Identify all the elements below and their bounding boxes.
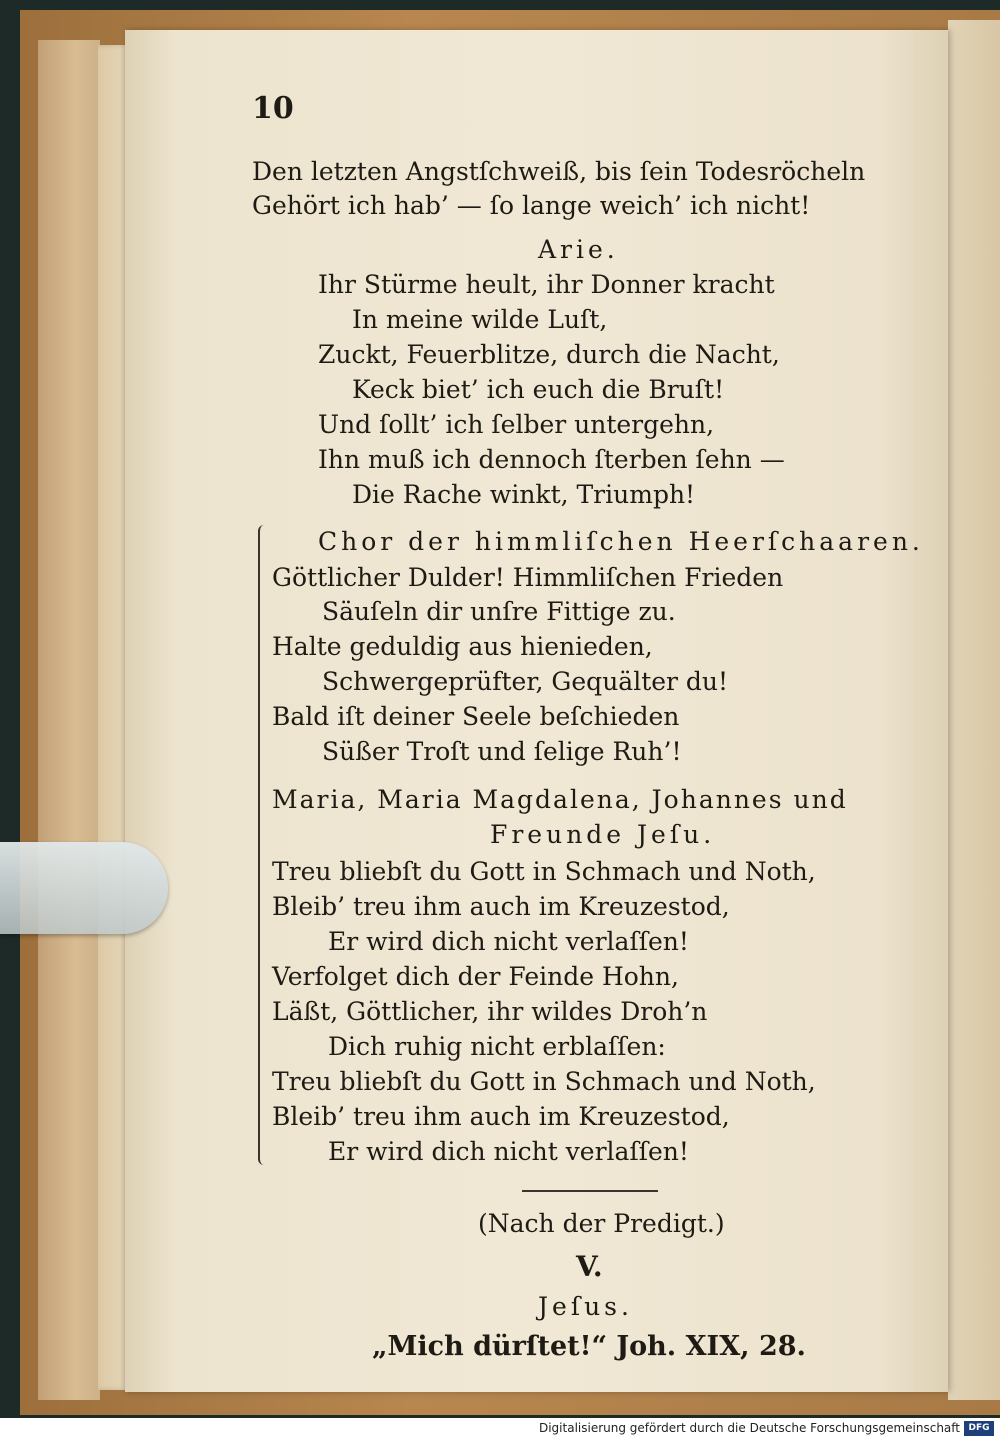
verse-line: Bald iſt deiner Seele beſchieden <box>272 702 680 731</box>
book-board-edge <box>38 40 100 1400</box>
text-line: Den letzten Angstſchweiß, bis ſein Todesröcheln <box>252 157 866 186</box>
section-heading: Chor der himmliſchen Heerſchaaren. <box>318 527 924 556</box>
page-clip <box>0 842 168 934</box>
verse-line: Treu bliebſt du Gott in Schmach und Noth, <box>272 857 816 886</box>
verse-line: Läßt, Göttlicher, ihr wildes Droh’n <box>272 997 708 1026</box>
speaker-heading: Jeſus. <box>538 1292 633 1321</box>
page-number: 10 <box>252 91 294 126</box>
verse-line: Säuſeln dir unſre Fittige zu. <box>322 597 676 626</box>
section-numeral: V. <box>576 1250 603 1283</box>
funding-notice: Digitalisierung gefördert durch die Deutsche Forschungsgemeinschaft <box>538 1421 960 1435</box>
verse-line: Er wird dich nicht verlaſſen! <box>328 927 689 956</box>
page-stack-edge <box>98 45 128 1390</box>
text-line: Gehört ich hab’ — ſo lange weich’ ich nicht! <box>252 191 811 220</box>
section-divider <box>522 1190 658 1192</box>
stage-direction: (Nach der Predigt.) <box>478 1209 725 1238</box>
verse-line: Treu bliebſt du Gott in Schmach und Noth, <box>272 1067 816 1096</box>
section-heading: Freunde Jeſu. <box>490 820 716 849</box>
verse-line: Verfolget dich der Feinde Hohn, <box>272 962 679 991</box>
verse-line: Ihr Stürme heult, ihr Donner kracht <box>318 270 775 299</box>
verse-line: Süßer Troſt und ſelige Ruh’! <box>322 737 682 766</box>
verse-line: Ihn muß ich dennoch ſterben ſehn — <box>318 445 785 474</box>
verse-line: Bleib’ treu ihm auch im Kreuzestod, <box>272 892 730 921</box>
verse-line: Göttlicher Dulder! Himmliſchen Frieden <box>272 563 784 592</box>
section-heading: Arie. <box>538 235 619 264</box>
verse-line: Bleib’ treu ihm auch im Kreuzestod, <box>272 1102 730 1131</box>
verse-line: Er wird dich nicht verlaſſen! <box>328 1137 689 1166</box>
verse-line: In meine wilde Luſt, <box>352 305 608 334</box>
margin-bracket <box>258 525 270 1165</box>
verse-line: Halte geduldig aus hienieden, <box>272 632 653 661</box>
scripture-quote: „Mich dürſtet!“ Joh. XIX, 28. <box>372 1331 806 1362</box>
section-heading: Maria, Maria Magdalena, Johannes und <box>272 785 848 814</box>
verse-line: Zuckt, Feuerblitze, durch die Nacht, <box>318 340 780 369</box>
verse-line: Schwergeprüfter, Gequälter du! <box>322 667 729 696</box>
verse-line: Keck biet’ ich euch die Bruſt! <box>352 375 725 404</box>
dfg-logo: DFG <box>964 1421 994 1436</box>
verse-line: Und ſollt’ ich ſelber untergehn, <box>318 410 715 439</box>
verse-line: Die Rache winkt, Triumph! <box>352 480 696 509</box>
footer-bar <box>0 1418 1000 1440</box>
verse-line: Dich ruhig nicht erblaſſen: <box>328 1032 666 1061</box>
facing-page-edge <box>948 20 1000 1400</box>
